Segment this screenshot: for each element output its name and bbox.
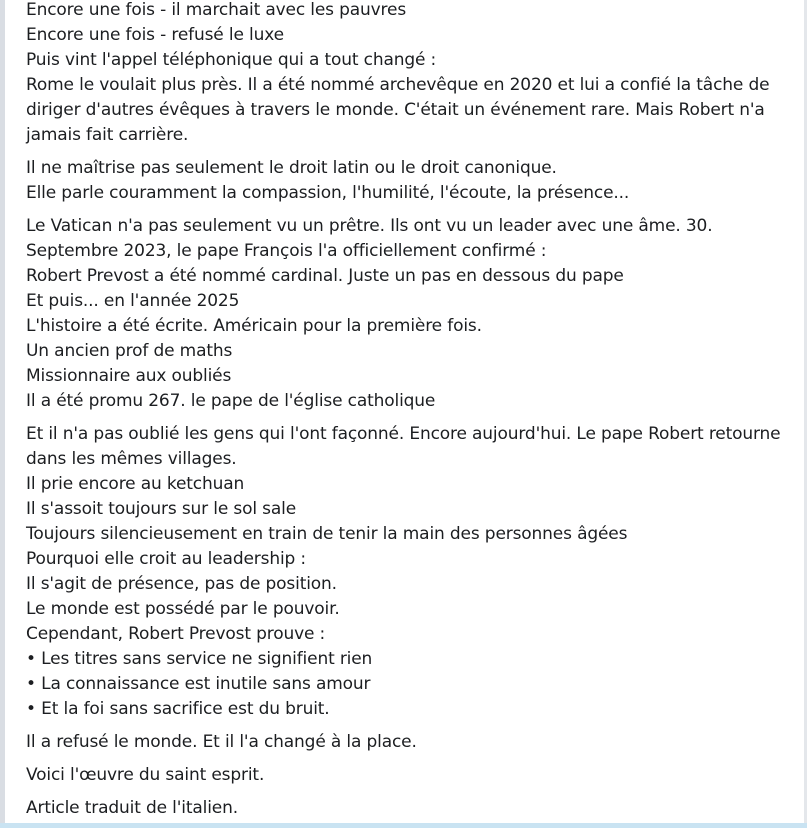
text-line: Rome le voulait plus près. Il a été nommé archevêque en 2020 et lui a confié la tâche de	[26, 75, 770, 95]
paragraph-7	[26, 796, 798, 821]
text-line: Encore une fois - refusé le luxe	[26, 25, 284, 45]
paragraph-2	[26, 156, 798, 206]
text-line: Il a refusé le monde. Et il l'a changé à la place.	[26, 732, 417, 752]
text-line: Encore une fois - il marchait avec les pauvres	[26, 0, 407, 20]
text-line: Et puis... en l'année 2025	[26, 291, 240, 311]
text-line: Article traduit de l'italien.	[26, 798, 238, 818]
text-line: L'histoire a été écrite. Américain pour la première fois.	[26, 316, 482, 336]
text-line: Missionnaire aux oubliés	[26, 366, 232, 386]
text-line: Un ancien prof de maths	[26, 341, 233, 361]
bullet-line: • La connaissance est inutile sans amour	[26, 674, 371, 694]
text-line: Pourquoi elle croit au leadership :	[26, 549, 306, 569]
paragraph-5	[26, 730, 798, 755]
text-line: Et il n'a pas oublié les gens qui l'ont façonné. Encore aujourd'hui. Le pape Robert retourne	[26, 424, 781, 444]
text-line: Voici l'œuvre du saint esprit.	[26, 765, 265, 785]
bottom-edge	[0, 823, 807, 828]
text-line: dans les mêmes villages.	[26, 449, 237, 469]
left-border	[0, 0, 5, 828]
text-line: Le Vatican n'a pas seulement vu un prêtre. Ils ont vu un leader avec une âme. 30.	[26, 216, 713, 236]
post-text-body	[26, 0, 798, 829]
text-line: Robert Prevost a été nommé cardinal. Juste un pas en dessous du pape	[26, 266, 624, 286]
text-line: Septembre 2023, le pape François l'a officiellement confirmé :	[26, 241, 547, 261]
paragraph-3	[26, 214, 798, 414]
paragraph-1	[26, 0, 798, 148]
text-line: Il prie encore au ketchuan	[26, 474, 245, 494]
text-line: jamais fait carrière.	[26, 125, 189, 145]
text-line: Il a été promu 267. le pape de l'église catholique	[26, 391, 436, 411]
text-line: Elle parle couramment la compassion, l'humilité, l'écoute, la présence...	[26, 183, 630, 203]
text-line: Il s'agit de présence, pas de position.	[26, 574, 337, 594]
bullet-line: • Les titres sans service ne signifient rien	[26, 649, 373, 669]
text-line: Il ne maîtrise pas seulement le droit latin ou le droit canonique.	[26, 158, 557, 178]
text-line: Toujours silencieusement en train de tenir la main des personnes âgées	[26, 524, 628, 544]
text-line: Il s'assoit toujours sur le sol sale	[26, 499, 297, 519]
text-line: Le monde est possédé par le pouvoir.	[26, 599, 340, 619]
text-line: diriger d'autres évêques à travers le monde. C'était un événement rare. Mais Robert n'a	[26, 100, 765, 120]
bullet-line: • Et la foi sans sacrifice est du bruit.	[26, 699, 330, 719]
paragraph-4	[26, 422, 798, 722]
text-line: Puis vint l'appel téléphonique qui a tout changé :	[26, 50, 437, 70]
paragraph-6	[26, 763, 798, 788]
text-line: Cependant, Robert Prevost prouve :	[26, 624, 326, 644]
